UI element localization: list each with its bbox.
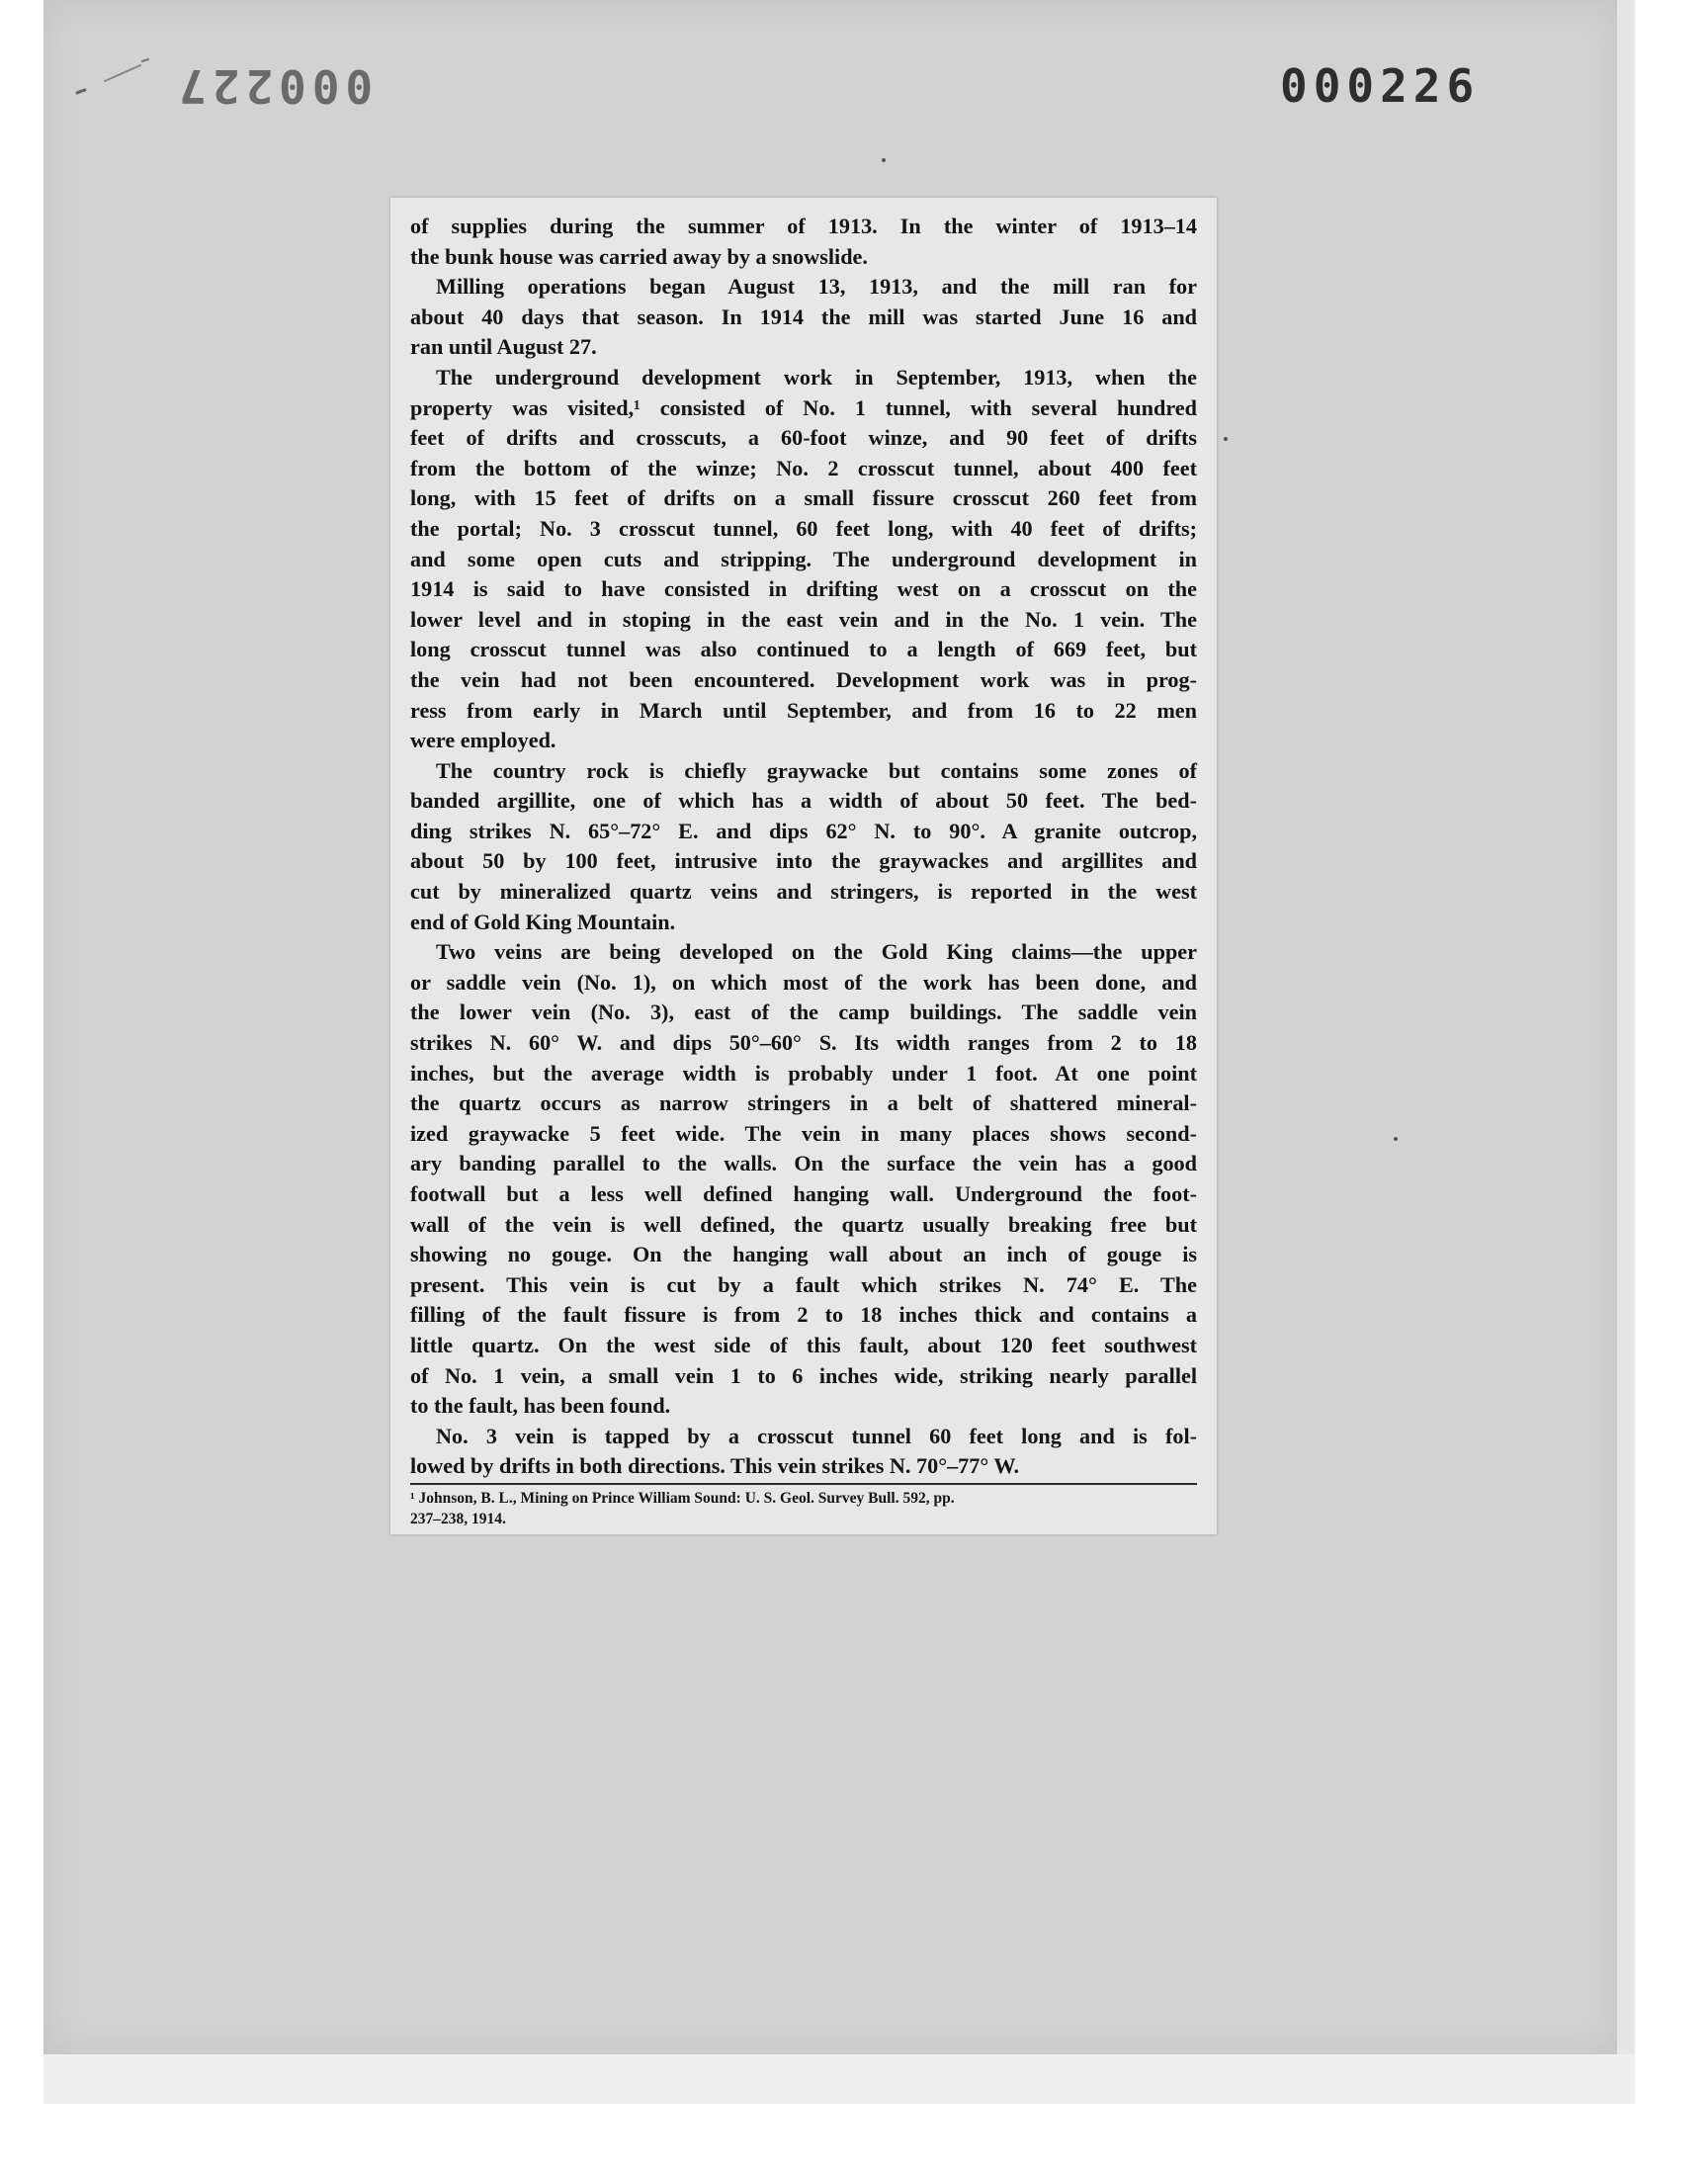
paragraph-line: feet of drifts and crosscuts, a 60-foot winze, and 90 feet of drifts <box>410 425 1197 451</box>
paragraph-line: to the fault, has been found. <box>410 1393 671 1419</box>
speck <box>882 158 886 162</box>
paragraph-line: strikes N. 60° W. and dips 50°–60° S. Its width ranges from 2 to 18 <box>410 1030 1197 1056</box>
paragraph-line: filling of the fault fissure is from 2 to 18 inches thick and contains a <box>410 1302 1197 1328</box>
paragraph-line: end of Gold King Mountain. <box>410 909 676 934</box>
stamp-number-right: 000226 <box>1280 59 1481 113</box>
paragraph-line: The country rock is chiefly graywacke but contains some zones of <box>436 757 1197 783</box>
paragraph-line: ary banding parallel to the walls. On the surface the vein has a good <box>410 1151 1197 1176</box>
paragraph-line: banded argillite, one of which has a width of about 50 feet. The bed- <box>410 788 1197 814</box>
paragraph-line: long crosscut tunnel was also continued to a length of 669 feet, but <box>410 637 1197 662</box>
paragraph-line: or saddle vein (No. 1), on which most of the work has been done, and <box>410 969 1197 995</box>
footnote-line-1: ¹ Johnson, B. L., Mining on Prince William Sound: U. S. Geol. Survey Bull. 592, pp. <box>410 1490 955 1507</box>
paragraph-line: Milling operations began August 13, 1913, and the mill ran for <box>436 274 1197 300</box>
document-clipping <box>390 198 1217 1534</box>
paragraph-line: lowed by drifts in both directions. This vein strikes N. 70°–77° W. <box>410 1453 1020 1479</box>
paragraph-line: of supplies during the summer of 1913. In the winter of 1913–14 <box>410 214 1197 238</box>
paragraph-line: No. 3 vein is tapped by a crosscut tunnel 60 feet long and is fol- <box>436 1423 1197 1448</box>
paragraph-line: lower level and in stoping in the east vein and in the No. 1 vein. The <box>410 606 1197 632</box>
paragraph-line: ized graywacke 5 feet wide. The vein in many places shows second- <box>410 1120 1197 1146</box>
paragraph-line: The underground development work in September, 1913, when the <box>436 364 1197 390</box>
paragraph-line: wall of the vein is well defined, the quartz usually breaking free but <box>410 1211 1197 1237</box>
paragraph-line: and some open cuts and stripping. The underground development in <box>410 546 1197 571</box>
paragraph-line: about 50 by 100 feet, intrusive into the graywackes and argillites and <box>410 848 1197 874</box>
sheet-edge <box>1617 0 1635 2054</box>
paragraph-line: the vein had not been encountered. Development work was in prog- <box>410 666 1197 692</box>
paragraph-line: long, with 15 feet of drifts on a small fissure crosscut 260 feet from <box>410 485 1197 511</box>
paragraph-line: footwall but a less well defined hanging wall. Underground the foot- <box>410 1181 1197 1206</box>
pencil-mark <box>71 57 160 97</box>
paragraph-line: property was visited,¹ consisted of No. 1 tunnel, with several hundred <box>410 394 1197 420</box>
paragraph-line: inches, but the average width is probably under 1 foot. At one point <box>410 1060 1197 1086</box>
paragraph-line: showing no gouge. On the hanging wall about an inch of gouge is <box>410 1242 1197 1267</box>
paragraph-line: were employed. <box>410 728 556 753</box>
paragraph-line: Two veins are being developed on the Gold King claims—the upper <box>436 939 1197 965</box>
stamp-number-left: 000227 <box>173 59 374 113</box>
footnote-line-2: 237–238, 1914. <box>410 1511 506 1527</box>
paragraph-line: from the bottom of the winze; No. 2 crosscut tunnel, about 400 feet <box>410 455 1197 480</box>
paragraph-line: about 40 days that season. In 1914 the mill was started June 16 and <box>410 304 1197 329</box>
paragraph-line: the quartz occurs as narrow stringers in a belt of shattered mineral- <box>410 1090 1197 1116</box>
paragraph-line: ran until August 27. <box>410 334 597 360</box>
footnote <box>410 1483 1197 1529</box>
paragraph-line: the portal; No. 3 crosscut tunnel, 60 feet long, with 40 feet of drifts; <box>410 515 1197 541</box>
paragraph-line: little quartz. On the west side of this fault, about 120 feet southwest <box>410 1332 1197 1357</box>
bottom-band <box>43 2054 1635 2104</box>
paragraph-line: cut by mineralized quartz veins and stringers, is reported in the west <box>410 879 1197 905</box>
paragraph-line: 1914 is said to have consisted in drifting west on a crosscut on the <box>410 576 1197 602</box>
speck <box>1394 1137 1398 1141</box>
clipping-body <box>410 212 1197 1482</box>
paragraph-line: of No. 1 vein, a small vein 1 to 6 inches wide, striking nearly parallel <box>410 1362 1197 1388</box>
paragraph-line: ding strikes N. 65°–72° E. and dips 62° N. to 90°. A granite outcrop, <box>410 818 1197 843</box>
paragraph-line: the lower vein (No. 3), east of the camp buildings. The saddle vein <box>410 1000 1197 1025</box>
paragraph-line: present. This vein is cut by a fault which strikes N. 74° E. The <box>410 1271 1197 1297</box>
paragraph-line: the bunk house was carried away by a snowslide. <box>410 243 868 269</box>
paragraph-line: ress from early in March until September, and from 16 to 22 men <box>410 697 1197 723</box>
speck <box>1224 437 1228 441</box>
